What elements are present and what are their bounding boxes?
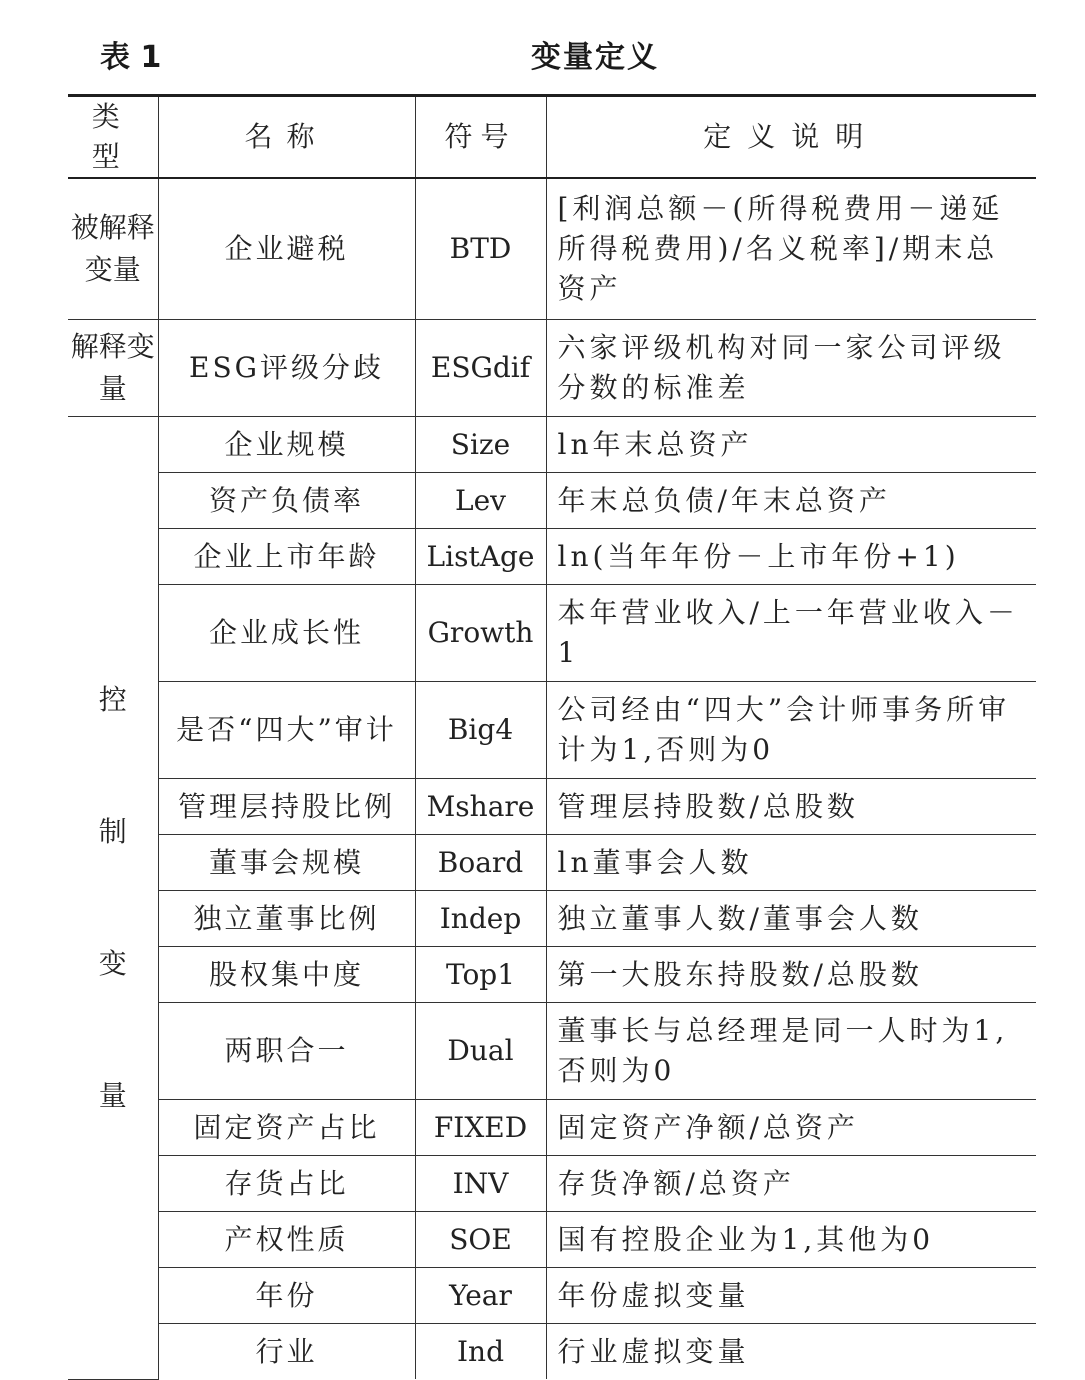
- variable-name: 产权性质: [158, 1212, 415, 1268]
- variable-definition: [利润总额－(所得税费用－递延所得税费用)/名义税率]/期末总资产: [546, 178, 1036, 320]
- group-label-char: 控: [98, 682, 127, 716]
- variable-symbol: Mshare: [415, 779, 546, 835]
- variable-symbol: BTD: [415, 178, 546, 320]
- variable-definition: ln(当年年份－上市年份+1): [546, 529, 1036, 585]
- table-row: [68, 1212, 1036, 1268]
- table-row: [68, 417, 1036, 473]
- table-row: [68, 1324, 1036, 1380]
- variable-name: 存货占比: [158, 1156, 415, 1212]
- variable-symbol: INV: [415, 1156, 546, 1212]
- variable-symbol: Board: [415, 835, 546, 891]
- variable-symbol: Size: [415, 417, 546, 473]
- header-definition: 定义说明: [546, 96, 1036, 179]
- variable-definition: ln年末总资产: [546, 417, 1036, 473]
- variable-definition: 年末总负债/年末总资产: [546, 473, 1036, 529]
- variable-name: 管理层持股比例: [158, 779, 415, 835]
- table-row: [68, 682, 1036, 779]
- variable-definition: ln董事会人数: [546, 835, 1036, 891]
- table-row: [68, 320, 1036, 417]
- variable-name: 企业成长性: [158, 585, 415, 682]
- variable-name: 股权集中度: [158, 947, 415, 1003]
- header-type: 类型: [68, 96, 158, 179]
- variable-symbol: Top1: [415, 947, 546, 1003]
- variable-name: 独立董事比例: [158, 891, 415, 947]
- variable-definition: 本年营业收入/上一年营业收入－1: [546, 585, 1036, 682]
- variable-definition: 董事长与总经理是同一人时为1,否则为0: [546, 1003, 1036, 1100]
- table-row: [68, 178, 1036, 320]
- variable-name: 固定资产占比: [158, 1100, 415, 1156]
- table-row: [68, 1100, 1036, 1156]
- table-row: [68, 1268, 1036, 1324]
- table-row: [68, 585, 1036, 682]
- group-label-char: 变: [98, 946, 127, 980]
- table-row: [68, 1156, 1036, 1212]
- variable-name: ESG评级分歧: [158, 320, 415, 417]
- table-row: [68, 835, 1036, 891]
- variable-name: 是否“四大”审计: [158, 682, 415, 779]
- variable-definition: 国有控股企业为1,其他为0: [546, 1212, 1036, 1268]
- variable-symbol: ESGdif: [415, 320, 546, 417]
- group-label-dependent: 被解释变量: [68, 178, 158, 320]
- group-label-control-stack: [68, 634, 158, 1162]
- variable-symbol: Growth: [415, 585, 546, 682]
- variable-symbol: Lev: [415, 473, 546, 529]
- variable-name: 企业规模: [158, 417, 415, 473]
- variable-symbol: Year: [415, 1268, 546, 1324]
- variable-definition: 六家评级机构对同一家公司评级分数的标准差: [546, 320, 1036, 417]
- variable-symbol: ListAge: [415, 529, 546, 585]
- group-label-char: 量: [98, 1078, 127, 1112]
- table-number: 表 1: [100, 40, 162, 75]
- variable-name: 年份: [158, 1268, 415, 1324]
- group-label-char: 制: [98, 814, 127, 848]
- variable-definition: 行业虚拟变量: [546, 1324, 1036, 1380]
- variable-definition-table: [68, 94, 1036, 1380]
- variable-name: 两职合一: [158, 1003, 415, 1100]
- header-row: [68, 96, 1036, 179]
- group-label-explanatory: 解释变量: [68, 320, 158, 417]
- table-row: [68, 779, 1036, 835]
- variable-name: 资产负债率: [158, 473, 415, 529]
- variable-name: 企业上市年龄: [158, 529, 415, 585]
- variable-definition: 第一大股东持股数/总股数: [546, 947, 1036, 1003]
- variable-definition: 固定资产净额/总资产: [546, 1100, 1036, 1156]
- variable-definition: 独立董事人数/董事会人数: [546, 891, 1036, 947]
- header-name: 名称: [158, 96, 415, 179]
- group-label-control: [68, 417, 158, 1380]
- variable-symbol: Big4: [415, 682, 546, 779]
- table-row: [68, 891, 1036, 947]
- table-row: [68, 473, 1036, 529]
- table-title: 变量定义: [531, 40, 659, 75]
- header-symbol: 符号: [415, 96, 546, 179]
- table-row: [68, 1003, 1036, 1100]
- variable-symbol: Ind: [415, 1324, 546, 1380]
- variable-symbol: FIXED: [415, 1100, 546, 1156]
- variable-symbol: Indep: [415, 891, 546, 947]
- table-row: [68, 529, 1036, 585]
- variable-definition: 管理层持股数/总股数: [546, 779, 1036, 835]
- variable-symbol: SOE: [415, 1212, 546, 1268]
- variable-name: 行业: [158, 1324, 415, 1380]
- variable-definition: 存货净额/总资产: [546, 1156, 1036, 1212]
- table-row: [68, 947, 1036, 1003]
- variable-definition: 公司经由“四大”会计师事务所审计为1,否则为0: [546, 682, 1036, 779]
- variable-symbol: Dual: [415, 1003, 546, 1100]
- variable-name: 企业避税: [158, 178, 415, 320]
- variable-definition: 年份虚拟变量: [546, 1268, 1036, 1324]
- variable-name: 董事会规模: [158, 835, 415, 891]
